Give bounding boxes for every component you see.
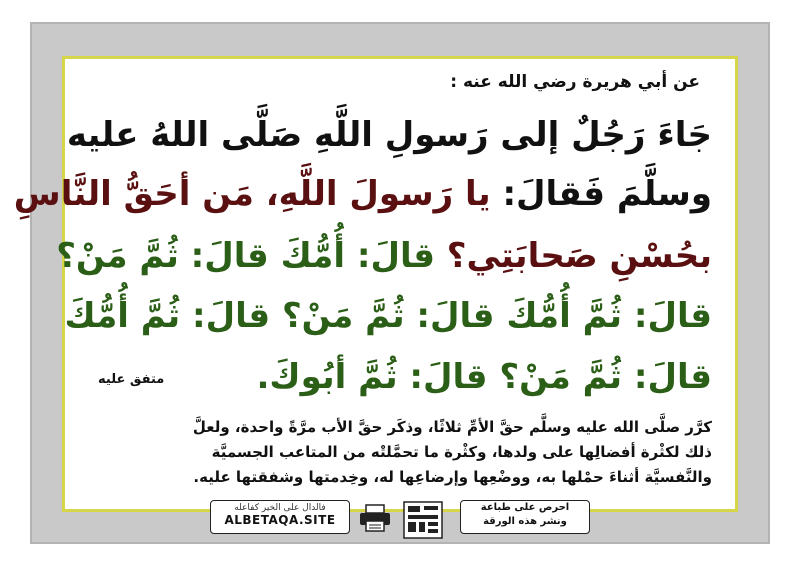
intro-line: عن أبي هريرة رضي الله عنه : xyxy=(450,72,700,92)
footer-motto: فالدال على الخير كفاعله xyxy=(234,503,326,513)
hadith-line-5: قالَ: ثُمَّ مَنْ؟ قالَ: ثُمَّ أبُوكَ. xyxy=(256,357,712,397)
footer-site-box xyxy=(210,500,350,534)
hadith-line-3-question: بحُسْنِ صَحابَتِي؟ xyxy=(434,236,712,276)
commentary-line-3: والنَّفسيَّة أثناءَ حمْلها به، ووضْعِها وإرضاعِها له، وخِدمتها وشفقتها عليه. xyxy=(193,468,712,486)
hadith-line-2 xyxy=(14,174,712,214)
commentary-line-2: ذلك لكثْرة أفضالِها على ولدها، وكثْرة ما تحمَّلتْه من المتاعب الجسميَّة xyxy=(211,443,712,461)
footer-print-box xyxy=(460,500,590,534)
footer-print-line-2: ونشر هذه الورقة xyxy=(483,516,567,527)
hadith-attribution: متفق عليه xyxy=(98,372,165,387)
albetaqa-logo-icon xyxy=(402,500,444,540)
footer-site-link[interactable]: ALBETAQA.SITE xyxy=(224,513,336,527)
footer xyxy=(210,500,610,540)
hadith-line-3-answer: قالَ: أُمُّكَ قالَ: ثُمَّ مَنْ؟ xyxy=(56,236,435,276)
commentary-line-1: كرَّر صلَّى الله عليه وسلَّم حقَّ الأمِّ ثلاثًا، وذكَر حقَّ الأب مرَّةً واحدة، ولعلَّ xyxy=(192,418,712,436)
printer-icon xyxy=(358,504,392,532)
footer-print-line-1: احرص على طباعة xyxy=(480,502,570,513)
hadith-line-3 xyxy=(56,236,712,276)
hadith-line-2-question: يا رَسولَ اللَّهِ، مَن أحَقُّ النَّاسِ xyxy=(13,174,491,214)
hadith-line-4: قالَ: ثُمَّ أُمُّكَ قالَ: ثُمَّ مَنْ؟ قالَ: ثُمَّ أُمُّكَ xyxy=(64,296,712,336)
hadith-line-1: جَاءَ رَجُلٌ إلى رَسولِ اللَّهِ صَلَّى اللهُ عليه xyxy=(66,115,712,155)
hadith-line-2-narration: وسلَّمَ فَقالَ: xyxy=(490,174,712,214)
